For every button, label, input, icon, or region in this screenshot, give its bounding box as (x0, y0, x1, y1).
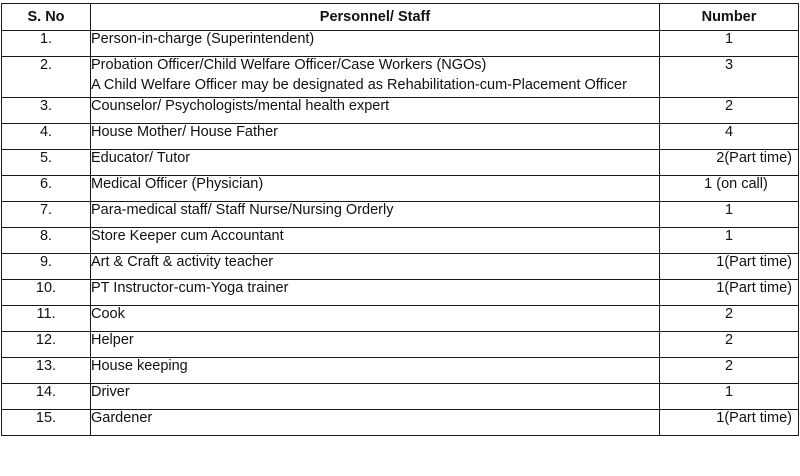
row-number: 1 (on call) (704, 176, 768, 192)
row-staff: Helper (91, 332, 660, 358)
table-row (2, 384, 799, 410)
staff-table (1, 3, 799, 436)
row-note: A Child Welfare Officer may be designated as Rehabilitation-cum-Placement Officer (91, 77, 627, 93)
row-number: 1(Part time) (716, 410, 792, 426)
row-sno: 4. (2, 124, 91, 150)
row-sno: 10. (2, 280, 91, 306)
row-staff: Store Keeper cum Accountant (91, 228, 660, 254)
row-sno: 1. (2, 31, 91, 57)
header-staff: Personnel/ Staff (91, 4, 660, 31)
table-row (2, 280, 799, 306)
table-row (2, 176, 799, 202)
row-staff: Cook (91, 306, 660, 332)
row-sno: 2. (2, 57, 91, 98)
row-staff: House keeping (91, 358, 660, 384)
row-staff: PT Instructor-cum-Yoga trainer (91, 280, 660, 306)
table-row (2, 202, 799, 228)
row-sno: 13. (2, 358, 91, 384)
table-row (2, 150, 799, 176)
header-number: Number (660, 4, 799, 31)
row-staff: House Mother/ House Father (91, 124, 660, 150)
row-staff: Educator/ Tutor (91, 150, 660, 176)
row-staff: Person-in-charge (Superintendent) (91, 31, 660, 57)
table-row (2, 57, 799, 98)
row-staff: Probation Officer/Child Welfare Officer/Case Workers (NGOs) (91, 57, 487, 73)
row-sno: 7. (2, 202, 91, 228)
row-sno: 15. (2, 410, 91, 436)
row-number: 1 (724, 202, 734, 218)
row-number: 2 (724, 332, 734, 348)
row-number: 4 (724, 124, 734, 140)
table-row (2, 98, 799, 124)
row-staff: Gardener (91, 410, 660, 436)
table-row (2, 254, 799, 280)
row-staff: Medical Officer (Physician) (91, 176, 660, 202)
row-sno: 14. (2, 384, 91, 410)
row-staff: Art & Craft & activity teacher (91, 254, 660, 280)
header-sno: S. No (2, 4, 91, 31)
header-row (2, 4, 799, 31)
table-row (2, 410, 799, 436)
row-staff: Para-medical staff/ Staff Nurse/Nursing Orderly (91, 202, 660, 228)
row-number: 2 (724, 306, 734, 322)
row-sno: 9. (2, 254, 91, 280)
row-sno: 3. (2, 98, 91, 124)
row-number: 1 (724, 228, 734, 244)
table-row (2, 306, 799, 332)
row-number: 1 (724, 31, 734, 47)
row-number: 2 (724, 98, 734, 114)
row-staff: Counselor/ Psychologists/mental health expert (91, 98, 660, 124)
table-row (2, 124, 799, 150)
row-sno: 11. (2, 306, 91, 332)
row-number: 2(Part time) (716, 150, 792, 166)
row-sno: 6. (2, 176, 91, 202)
table-row (2, 31, 799, 57)
table-row (2, 228, 799, 254)
row-sno: 8. (2, 228, 91, 254)
row-number: 2 (724, 358, 734, 374)
row-number: 1(Part time) (716, 254, 792, 270)
row-number: 3 (724, 57, 734, 73)
row-sno: 5. (2, 150, 91, 176)
row-staff: Driver (91, 384, 660, 410)
table-row (2, 358, 799, 384)
table-row (2, 332, 799, 358)
row-sno: 12. (2, 332, 91, 358)
row-number: 1(Part time) (716, 280, 792, 296)
row-number: 1 (724, 384, 734, 400)
